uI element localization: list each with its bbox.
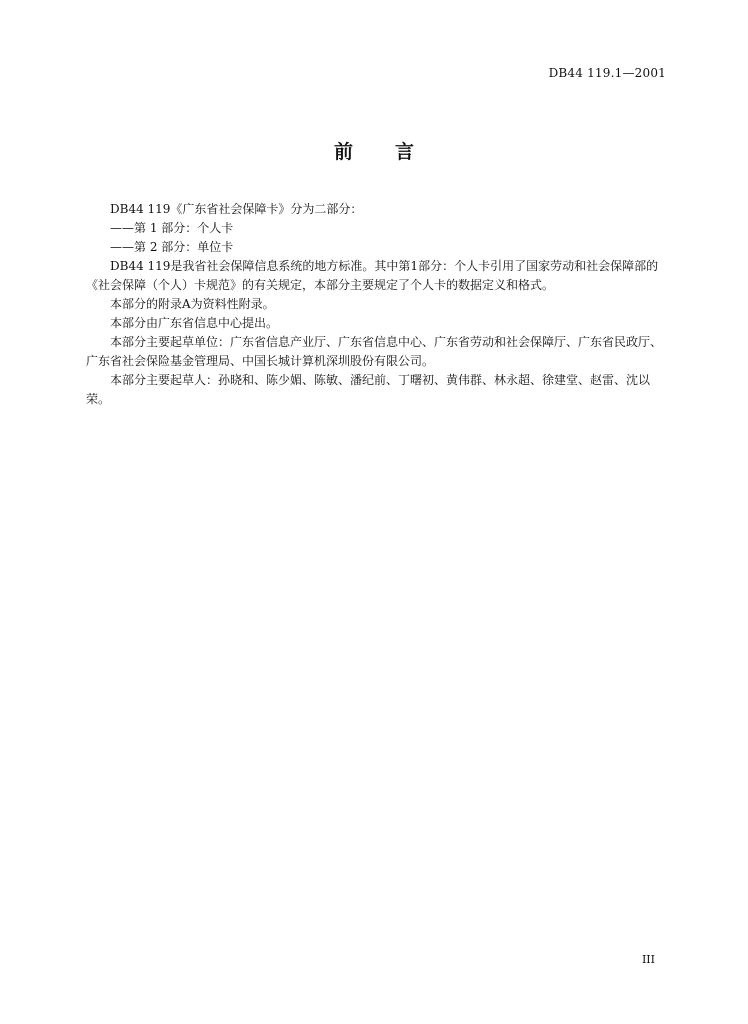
standard-description: DB44 119是我省社会保障信息系统的地方标准。其中第1部分：个人卡引用了国家劳动和社会保障部的《社会保障（个人）卡规范》的有关规定，本部分主要规定了个人卡的数据定义和格式。 — [86, 259, 659, 292]
drafting-units: 本部分主要起草单位：广东省信息产业厅、广东省信息中心、广东省劳动和社会保障厅、广东省民政厅、广东省社会保险基金管理局、中国长城计算机深圳股份有限公司。 — [86, 335, 663, 368]
proposer-note: 本部分由广东省信息中心提出。 — [110, 316, 279, 330]
appendix-note: 本部分的附录A为资料性附录。 — [110, 297, 275, 311]
page-title — [0, 137, 748, 164]
title-char-2: 言 — [395, 141, 415, 163]
document-code: DB44 119.1—2001 — [548, 66, 666, 80]
foreword-body — [86, 200, 666, 409]
page-number: III — [641, 953, 655, 966]
drafters: 本部分主要起草人：孙晓和、陈少媚、陈敏、潘纪前、丁曙初、黄伟群、林永超、徐建堂、赵雷、沈以荣。 — [86, 373, 651, 406]
part-2-line: ——第 2 部分：单位卡 — [110, 240, 234, 254]
title-char-1: 前 — [333, 141, 353, 163]
parts-intro: DB44 119《广东省社会保障卡》分为二部分： — [110, 202, 363, 216]
part-1-line: ——第 1 部分：个人卡 — [110, 221, 234, 235]
